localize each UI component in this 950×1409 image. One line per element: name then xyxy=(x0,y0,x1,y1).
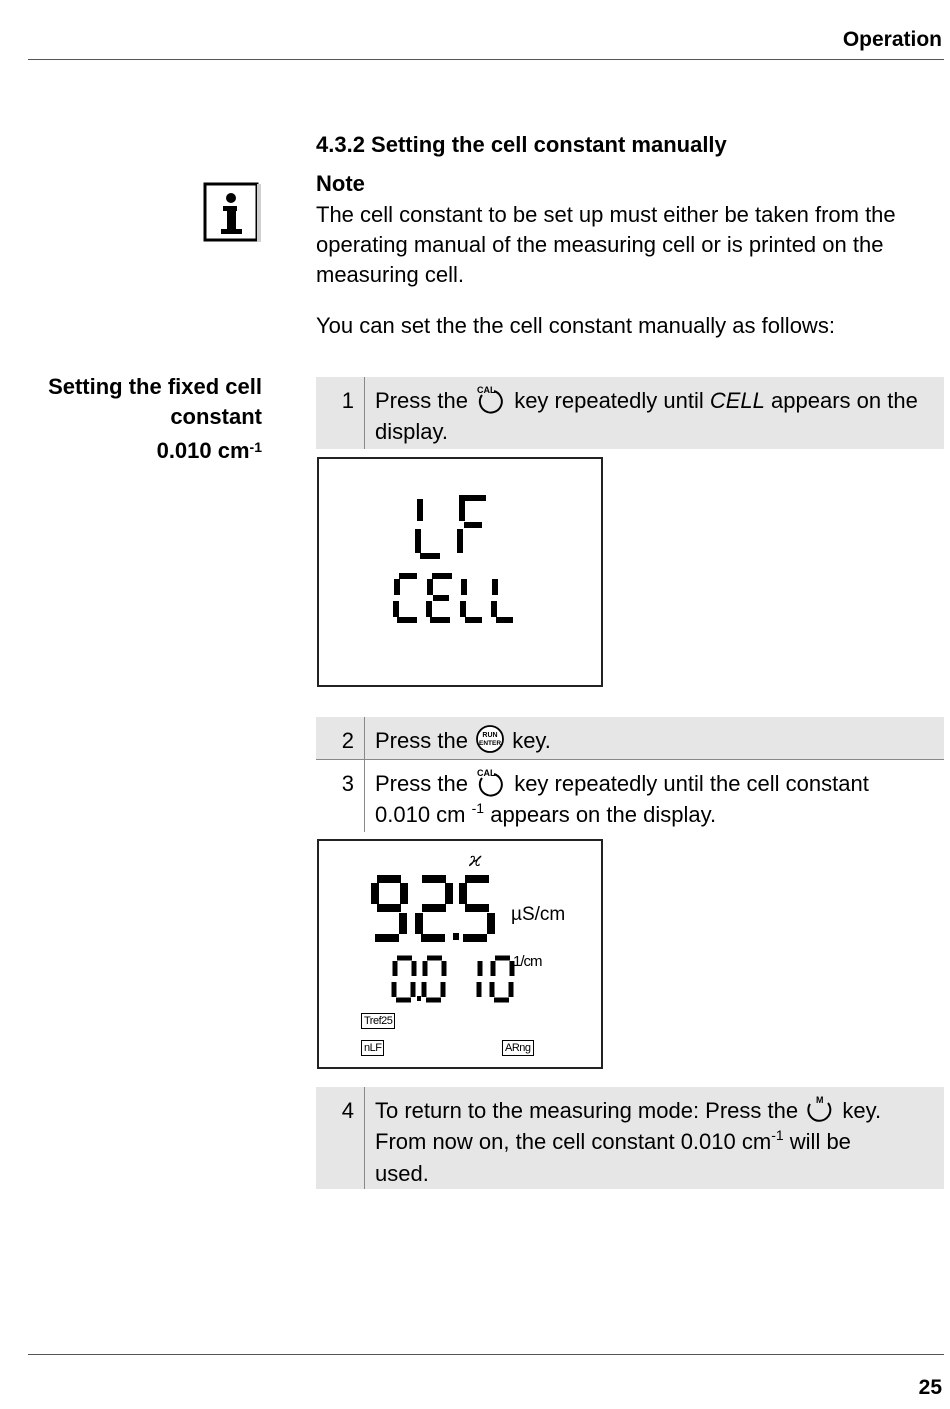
m-key-label: M xyxy=(816,1095,824,1106)
cal-key-label: CAL xyxy=(477,768,496,779)
m-key-icon xyxy=(804,1094,836,1124)
step-text-line2a: 0.010 cm xyxy=(375,802,466,828)
lcd-display-constant xyxy=(317,839,603,1069)
step-text-post: appears on the display. xyxy=(375,388,918,445)
header-rule xyxy=(28,59,944,60)
side-heading xyxy=(2,372,262,466)
side-heading-line1: Setting the fixed cell xyxy=(48,374,262,399)
intro-text: You can set the the cell constant manually as follows: xyxy=(316,313,835,338)
cal-key-label: CAL xyxy=(477,385,496,396)
enter-key-label: ENTER xyxy=(479,740,502,748)
step-exponent: -1 xyxy=(771,1127,784,1144)
nlf-tag: nLF xyxy=(361,1040,384,1056)
step-text-post: key repeatedly until the cell constant xyxy=(514,771,869,796)
cell-keyword: CELL xyxy=(709,388,765,413)
cal-key-icon xyxy=(474,384,508,414)
step-number: 2 xyxy=(316,717,365,759)
step-text-post: key. xyxy=(842,1098,882,1123)
step-text: Press the xyxy=(375,728,468,753)
arng-tag: ARng xyxy=(502,1040,534,1056)
step-text: Press the xyxy=(375,771,468,796)
step-number: 1 xyxy=(316,377,365,449)
conductivity-symbol: ϰ xyxy=(469,847,482,871)
footer-rule xyxy=(28,1354,944,1355)
step-1 xyxy=(316,377,944,449)
step-text-post: key. xyxy=(512,728,551,753)
step-text-line3: used. xyxy=(375,1161,429,1187)
side-heading-line3: 0.010 cm xyxy=(156,438,250,463)
info-icon xyxy=(203,182,261,242)
page-number: 25 xyxy=(918,1376,942,1399)
cal-key-icon xyxy=(474,767,508,797)
step-text-line2a: From now on, the cell constant 0.010 cm xyxy=(375,1129,772,1155)
step-number: 3 xyxy=(316,760,365,832)
header-title: Operation xyxy=(842,28,942,51)
step-text-line2b: will be xyxy=(789,1129,851,1155)
side-heading-line2: constant xyxy=(170,404,262,429)
run-key-label: RUN xyxy=(482,732,498,740)
step-2 xyxy=(316,717,944,759)
unit-label: µS/cm xyxy=(511,904,566,925)
step-4 xyxy=(316,1087,944,1189)
side-heading-exponent: -1 xyxy=(249,439,262,455)
step-number: 4 xyxy=(316,1087,365,1189)
step-text-line2b: appears on the display. xyxy=(490,802,717,828)
step-text-mid: key repeatedly until xyxy=(514,388,704,413)
step-text: To return to the measuring mode: Press the xyxy=(375,1098,799,1123)
note-text: The cell constant to be set up must either be taken from the operating manual of the measuring cell or is printed on the measuring cell. xyxy=(316,202,896,287)
lcd-display-cell xyxy=(317,457,603,687)
step-text: Press the xyxy=(375,388,468,413)
note-label: Note xyxy=(316,171,365,196)
run-enter-key-icon xyxy=(474,724,506,754)
section-title: 4.3.2 Setting the cell constant manually xyxy=(316,132,727,157)
step-3 xyxy=(316,760,944,832)
step-exponent: -1 xyxy=(471,800,485,817)
tref25-tag: Tref25 xyxy=(361,1013,395,1029)
constant-unit-label: 1/cm xyxy=(513,953,542,970)
